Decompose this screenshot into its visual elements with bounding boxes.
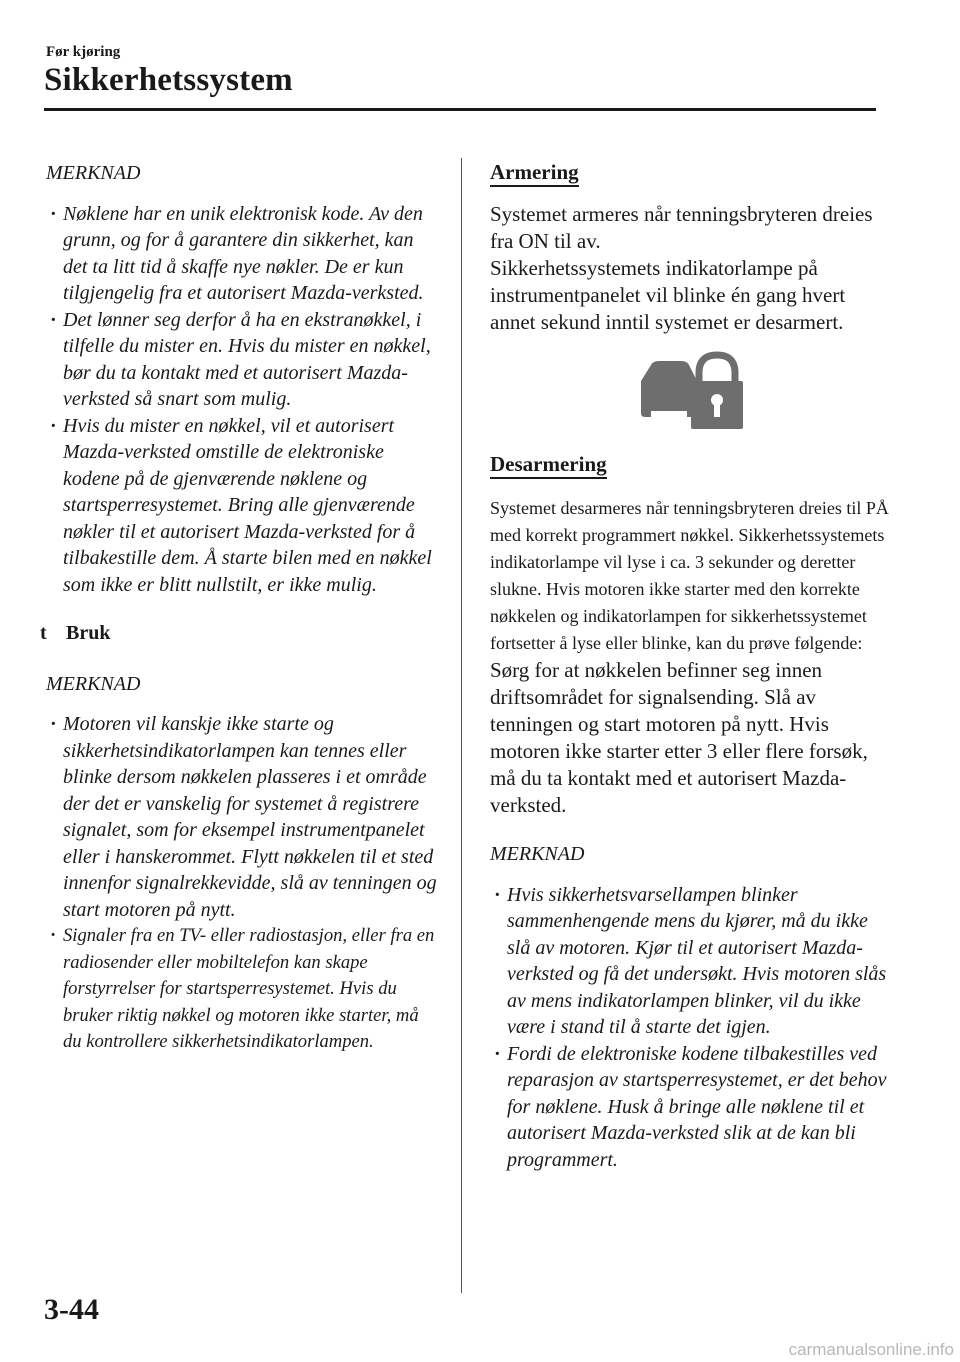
- section-heading-label: Bruk: [66, 622, 111, 644]
- note-list: [46, 711, 441, 1056]
- desarmering-text: Sørg for at nøkkelen befinner seg innen driftsområdet for signalsending. Slå av tenningen og start motoren på nytt. Hvis motoren ikke starter etter 3 eller flere forsøk, må du ta kontakt med et autorisert Mazda-verksted.: [490, 658, 868, 817]
- indicator-icon-area: [490, 348, 890, 434]
- watermark-url[interactable]: carmanualsonline.info: [788, 1340, 954, 1359]
- note-item: · Fordi de elektroniske kodene tilbakestilles ved reparasjon av startsperresystemet, er det behov for nøklene. Husk å bringe alle nøklene til et autorisert Mazda-verksted slik at de kan bli programmert.: [490, 1041, 890, 1174]
- left-column: [40, 160, 441, 1056]
- section-marker-icon: t: [40, 622, 47, 644]
- car-lock-indicator-icon: [635, 351, 745, 431]
- header-rule: [44, 108, 876, 111]
- note-item: · Det lønner seg derfor å ha en ekstranøkkel, i tilfelle du mister en. Hvis du mister en nøkkel, bør du ta kontakt med et autorisert Mazda-verksted så snart som mulig.: [46, 307, 441, 413]
- page-number: 3-44: [44, 1293, 99, 1326]
- section-heading-bruk: [40, 620, 441, 647]
- note-item: · Signaler fra en TV- eller radiostasjon, eller fra en radiosender eller mobiltelefon kan skape forstyrrelser for startsperresystemet. Hvis du bruker riktig nøkkel og motoren ikke starter, må du kontrollere sikkerhetsindikatorlampen.: [46, 923, 441, 1056]
- note-item: · Nøklene har en unik elektronisk kode. Av den grunn, og for å garantere din sikkerhet, kan det ta litt tid å skaffe nye nøkler. De er kun tilgjengelig fra et autorisert Mazda-verksted.: [46, 201, 441, 307]
- right-column: [490, 160, 890, 1173]
- armering-text: Sikkerhetssystemets indikatorlampe på instrumentpanelet vil blinke én gang hvert annet sekund inntil systemet er desarmert.: [490, 256, 846, 334]
- note-title: MERKNAD: [490, 843, 585, 865]
- note-list: [490, 882, 890, 1174]
- column-divider: [461, 158, 462, 1293]
- armering-text: Systemet armeres når tenningsbryteren dreies fra ON til av.: [490, 202, 873, 253]
- desarmering-text-small: Systemet desarmeres når tenningsbryteren dreies til PÅ med korrekt programmert nøkkel. Sikkerhetssystemets indikatorlampe vil lyse i ca. 3 sekunder og deretter slukne. Hvis motoren ikke starter med den korrekte nøkkelen og indikatorlampen for sikkerhetssystemet fortsetter å lyse eller blinke, kan du prøve følgende:: [490, 498, 889, 653]
- subheading-armering: Armering: [490, 160, 579, 187]
- page-header-section: Før kjøring: [46, 44, 121, 60]
- note-item: · Motoren vil kanskje ikke starte og sikkerhetsindikatorlampen kan tennes eller blinke dersom nøkkelen plasseres i et område der det er vanskelig for systemet å registrere signalet, som for eksempel instrumentpanelet eller i hanskerommet. Flytt nøkkelen til et sted innenfor signalrekkevidde, slå av tenningen og start motoren på nytt.: [46, 711, 441, 923]
- note-item: · Hvis du mister en nøkkel, vil et autorisert Mazda-verksted omstille de elektroniske kodene på de gjenværende nøklene og startsperresystemet. Bring alle gjenværende nøkler til et autorisert Mazda-verksted for å tilbakestille dem. Å starte bilen med en nøkkel som ikke er blitt nullstilt, er ikke mulig.: [46, 413, 441, 599]
- subheading-desarmering: Desarmering: [490, 452, 607, 479]
- page-title: Sikkerhetssystem: [44, 62, 293, 98]
- note-title: MERKNAD: [46, 162, 141, 184]
- note-item: · Hvis sikkerhetsvarsellampen blinker sammenhengende mens du kjører, må du ikke slå av motoren. Kjør til et autorisert Mazda-verksted og få det undersøkt. Hvis motoren slås av mens indikatorlampen blinker, vil du ikke være i stand til å starte det igjen.: [490, 882, 890, 1041]
- note-title: MERKNAD: [46, 672, 141, 695]
- note-list: [46, 201, 441, 599]
